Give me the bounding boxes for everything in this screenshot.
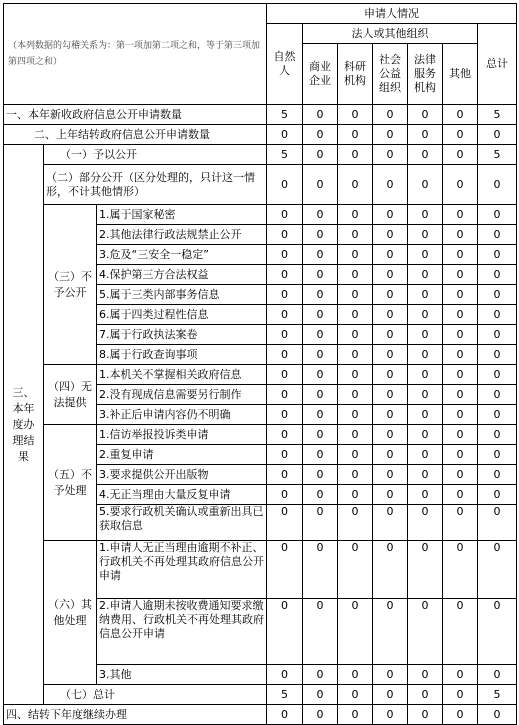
value-cell: 0: [478, 265, 517, 285]
value-cell: 0: [373, 285, 408, 305]
application-statistics-table: [3, 3, 517, 725]
table-row: [4, 685, 517, 705]
value-cell: 0: [303, 205, 338, 225]
not-disclosed-item-label: 3.危及“三安全一稳定”: [97, 245, 267, 265]
value-cell: 0: [478, 465, 517, 485]
value-cell: 0: [338, 541, 373, 599]
value-cell: 0: [267, 445, 303, 465]
value-cell: 0: [303, 465, 338, 485]
value-cell: 0: [338, 265, 373, 285]
not-processed-group-label: （五）不予处理: [44, 425, 97, 541]
value-cell: 0: [303, 305, 338, 325]
not-disclosed-item-label: 1.属于国家秘密: [97, 205, 267, 225]
not-processed-item-label: 3.要求提供公开出版物: [97, 465, 267, 485]
value-cell: 0: [443, 505, 478, 541]
value-cell: 0: [267, 265, 303, 285]
partially-disclosed-label: （二）部分公开（区分处理的，只计这一情形，不计其他情形）: [44, 165, 267, 205]
value-cell: 0: [338, 285, 373, 305]
value-cell: 0: [408, 265, 443, 285]
value-cell: 0: [443, 425, 478, 445]
value-cell: 0: [443, 365, 478, 385]
value-cell: 0: [303, 485, 338, 505]
not-disclosed-item-label: 6.属于四类过程性信息: [97, 305, 267, 325]
value-cell: 0: [408, 485, 443, 505]
value-cell: 0: [408, 705, 443, 725]
value-cell: 0: [338, 599, 373, 665]
value-cell: 0: [338, 105, 373, 125]
value-cell: 0: [373, 225, 408, 245]
table-row: [4, 205, 517, 225]
value-cell: 0: [267, 405, 303, 425]
value-cell: 0: [373, 205, 408, 225]
value-cell: 0: [443, 145, 478, 165]
other-processing-item-label: 1.申请人无正当理由逾期不补正、行政机关不再处理其政府信息公开申请: [97, 541, 267, 599]
value-cell: 0: [373, 599, 408, 665]
value-cell: 0: [303, 125, 338, 145]
value-cell: 0: [303, 365, 338, 385]
disclosed-label: （一）予以公开: [44, 145, 267, 165]
value-cell: 0: [478, 405, 517, 425]
value-cell: 0: [443, 265, 478, 285]
not-disclosed-item-label: 4.保护第三方合法权益: [97, 265, 267, 285]
value-cell: 0: [373, 465, 408, 485]
value-cell: 0: [478, 345, 517, 365]
value-cell: 0: [267, 225, 303, 245]
value-cell: 0: [373, 385, 408, 405]
value-cell: 0: [408, 225, 443, 245]
value-cell: 5: [478, 105, 517, 125]
value-cell: 0: [338, 205, 373, 225]
value-cell: 0: [478, 385, 517, 405]
value-cell: 0: [267, 665, 303, 685]
value-cell: 0: [373, 125, 408, 145]
value-cell: 0: [267, 205, 303, 225]
value-cell: 0: [267, 705, 303, 725]
other-processing-group-label: （六）其他处理: [44, 541, 97, 685]
value-cell: 0: [373, 265, 408, 285]
value-cell: 0: [408, 445, 443, 465]
value-cell: 0: [338, 165, 373, 205]
table-row: [4, 105, 517, 125]
value-cell: 0: [443, 345, 478, 365]
value-cell: 0: [443, 205, 478, 225]
header-note: （本列数据的勾稽关系为：第一项加第二项之和，等于第三项加第四项之和）: [4, 4, 267, 105]
value-cell: 0: [373, 365, 408, 385]
row-new-applications-label: 一、本年新收政府信息公开申请数量: [4, 105, 267, 125]
value-cell: 0: [443, 405, 478, 425]
value-cell: 0: [303, 445, 338, 465]
value-cell: 0: [303, 225, 338, 245]
other-processing-item-label: 3.其他: [97, 665, 267, 685]
value-cell: 0: [408, 205, 443, 225]
table-row: [4, 705, 517, 725]
value-cell: 0: [443, 385, 478, 405]
value-cell: 0: [443, 445, 478, 465]
value-cell: 0: [267, 305, 303, 325]
table-row: [4, 425, 517, 445]
value-cell: 0: [338, 245, 373, 265]
not-processed-item-label: 5.要求行政机关确认或重新出具已获取信息: [97, 505, 267, 541]
value-cell: 0: [303, 505, 338, 541]
value-cell: 0: [408, 465, 443, 485]
value-cell: 0: [373, 165, 408, 205]
value-cell: 0: [478, 485, 517, 505]
value-cell: 0: [443, 105, 478, 125]
value-cell: 0: [303, 265, 338, 285]
value-cell: 0: [408, 125, 443, 145]
value-cell: 0: [408, 405, 443, 425]
value-cell: 0: [303, 405, 338, 425]
value-cell: 0: [338, 705, 373, 725]
value-cell: 0: [373, 325, 408, 345]
value-cell: 0: [373, 145, 408, 165]
value-cell: 0: [303, 541, 338, 599]
value-cell: 0: [478, 541, 517, 599]
value-cell: 0: [408, 425, 443, 445]
value-cell: 0: [267, 165, 303, 205]
table-row: [4, 125, 517, 145]
value-cell: 0: [303, 285, 338, 305]
value-cell: 0: [267, 541, 303, 599]
value-cell: 0: [478, 445, 517, 465]
value-cell: 0: [267, 599, 303, 665]
other-processing-item-label: 2.申请人逾期未按收费通知要求缴纳费用、行政机关不再处理其政府信息公开申请: [97, 599, 267, 665]
value-cell: 0: [443, 465, 478, 485]
value-cell: 0: [338, 325, 373, 345]
value-cell: 0: [338, 385, 373, 405]
value-cell: 0: [267, 325, 303, 345]
header-legal-service: 法律服务机构: [408, 44, 443, 105]
value-cell: 0: [338, 665, 373, 685]
value-cell: 0: [478, 305, 517, 325]
value-cell: 0: [303, 105, 338, 125]
header-research: 科研机构: [338, 44, 373, 105]
value-cell: 0: [408, 165, 443, 205]
value-cell: 0: [408, 105, 443, 125]
table-row: [4, 145, 517, 165]
header-other: 其他: [443, 44, 478, 105]
value-cell: 0: [443, 125, 478, 145]
value-cell: 0: [443, 665, 478, 685]
value-cell: 0: [267, 365, 303, 385]
not-disclosed-item-label: 8.属于行政查询事项: [97, 345, 267, 365]
value-cell: 0: [373, 345, 408, 365]
value-cell: 0: [373, 445, 408, 465]
section-3-label: 三、本年度办理结果: [4, 145, 44, 705]
not-processed-item-label: 2.重复申请: [97, 445, 267, 465]
value-cell: 0: [338, 425, 373, 445]
value-cell: 0: [408, 385, 443, 405]
value-cell: 0: [408, 285, 443, 305]
value-cell: 5: [478, 145, 517, 165]
value-cell: 0: [408, 245, 443, 265]
row-carried-over-label: 二、上年结转政府信息公开申请数量: [4, 125, 267, 145]
value-cell: 0: [478, 205, 517, 225]
value-cell: 0: [443, 165, 478, 205]
value-cell: 0: [373, 705, 408, 725]
value-cell: 0: [443, 599, 478, 665]
value-cell: 0: [303, 665, 338, 685]
value-cell: 0: [303, 685, 338, 705]
value-cell: 0: [373, 425, 408, 445]
row-carry-forward-label: 四、结转下年度继续办理: [4, 705, 267, 725]
value-cell: 0: [478, 285, 517, 305]
value-cell: 0: [338, 365, 373, 385]
value-cell: 0: [338, 465, 373, 485]
value-cell: 0: [408, 505, 443, 541]
not-processed-item-label: 4.无正当理由大量反复申请: [97, 485, 267, 505]
value-cell: 0: [303, 385, 338, 405]
table-row: [4, 165, 517, 205]
value-cell: 0: [338, 305, 373, 325]
value-cell: 0: [338, 145, 373, 165]
value-cell: 0: [408, 599, 443, 665]
value-cell: 5: [267, 685, 303, 705]
value-cell: 0: [303, 705, 338, 725]
value-cell: 0: [303, 425, 338, 445]
value-cell: 0: [373, 541, 408, 599]
value-cell: 0: [443, 225, 478, 245]
value-cell: 0: [303, 345, 338, 365]
value-cell: 0: [267, 385, 303, 405]
value-cell: 0: [443, 541, 478, 599]
value-cell: 0: [267, 245, 303, 265]
unable-to-provide-item-label: 3.补正后申请内容仍不明确: [97, 405, 267, 425]
value-cell: 0: [303, 245, 338, 265]
value-cell: 0: [373, 485, 408, 505]
not-disclosed-item-label: 7.属于行政执法案卷: [97, 325, 267, 345]
unable-to-provide-item-label: 2.没有现成信息需要另行制作: [97, 385, 267, 405]
value-cell: 0: [408, 305, 443, 325]
value-cell: 5: [478, 685, 517, 705]
not-disclosed-item-label: 5.属于三类内部事务信息: [97, 285, 267, 305]
header-total: 总计: [478, 24, 517, 105]
unable-to-provide-group-label: （四）无法提供: [44, 365, 97, 425]
value-cell: 0: [443, 245, 478, 265]
value-cell: 0: [478, 325, 517, 345]
value-cell: 0: [478, 599, 517, 665]
value-cell: 0: [478, 665, 517, 685]
value-cell: 5: [267, 145, 303, 165]
value-cell: 0: [373, 245, 408, 265]
value-cell: 0: [373, 305, 408, 325]
value-cell: 0: [303, 599, 338, 665]
value-cell: 0: [478, 365, 517, 385]
header-natural-person: 自然人: [267, 24, 303, 105]
value-cell: 0: [478, 705, 517, 725]
value-cell: 5: [267, 105, 303, 125]
value-cell: 0: [408, 345, 443, 365]
header-applicant: 申请人情况: [267, 4, 517, 24]
value-cell: 0: [303, 145, 338, 165]
value-cell: 0: [267, 465, 303, 485]
value-cell: 0: [338, 125, 373, 145]
value-cell: 0: [303, 325, 338, 345]
value-cell: 0: [373, 105, 408, 125]
table-row: [4, 365, 517, 385]
not-processed-item-label: 1.信访举报投诉类申请: [97, 425, 267, 445]
unable-to-provide-item-label: 1.本机关不掌握相关政府信息: [97, 365, 267, 385]
value-cell: 0: [338, 405, 373, 425]
value-cell: 0: [338, 345, 373, 365]
value-cell: 0: [443, 705, 478, 725]
value-cell: 0: [408, 145, 443, 165]
value-cell: 0: [443, 325, 478, 345]
value-cell: 0: [373, 685, 408, 705]
value-cell: 0: [267, 125, 303, 145]
value-cell: 0: [267, 425, 303, 445]
value-cell: 0: [443, 485, 478, 505]
value-cell: 0: [478, 245, 517, 265]
value-cell: 0: [338, 505, 373, 541]
subtotal-label: （七）总计: [44, 685, 267, 705]
value-cell: 0: [408, 665, 443, 685]
value-cell: 0: [267, 505, 303, 541]
value-cell: 0: [478, 425, 517, 445]
value-cell: 0: [373, 665, 408, 685]
value-cell: 0: [338, 225, 373, 245]
value-cell: 0: [267, 485, 303, 505]
not-disclosed-item-label: 2.其他法律行政法规禁止公开: [97, 225, 267, 245]
value-cell: 0: [267, 285, 303, 305]
value-cell: 0: [443, 305, 478, 325]
value-cell: 0: [338, 685, 373, 705]
value-cell: 0: [373, 505, 408, 541]
value-cell: 0: [443, 685, 478, 705]
table-row: [4, 541, 517, 599]
value-cell: 0: [408, 325, 443, 345]
value-cell: 0: [478, 225, 517, 245]
value-cell: 0: [478, 505, 517, 541]
header-legal-group: 法人或其他组织: [303, 24, 478, 44]
value-cell: 0: [303, 165, 338, 205]
header-public-welfare: 社会公益组织: [373, 44, 408, 105]
value-cell: 0: [408, 365, 443, 385]
value-cell: 0: [408, 685, 443, 705]
value-cell: 0: [478, 165, 517, 205]
value-cell: 0: [267, 345, 303, 365]
header-commercial: 商业企业: [303, 44, 338, 105]
value-cell: 0: [338, 485, 373, 505]
not-disclosed-group-label: （三）不予公开: [44, 205, 97, 365]
value-cell: 0: [478, 125, 517, 145]
value-cell: 0: [338, 445, 373, 465]
value-cell: 0: [373, 405, 408, 425]
value-cell: 0: [443, 285, 478, 305]
value-cell: 0: [408, 541, 443, 599]
